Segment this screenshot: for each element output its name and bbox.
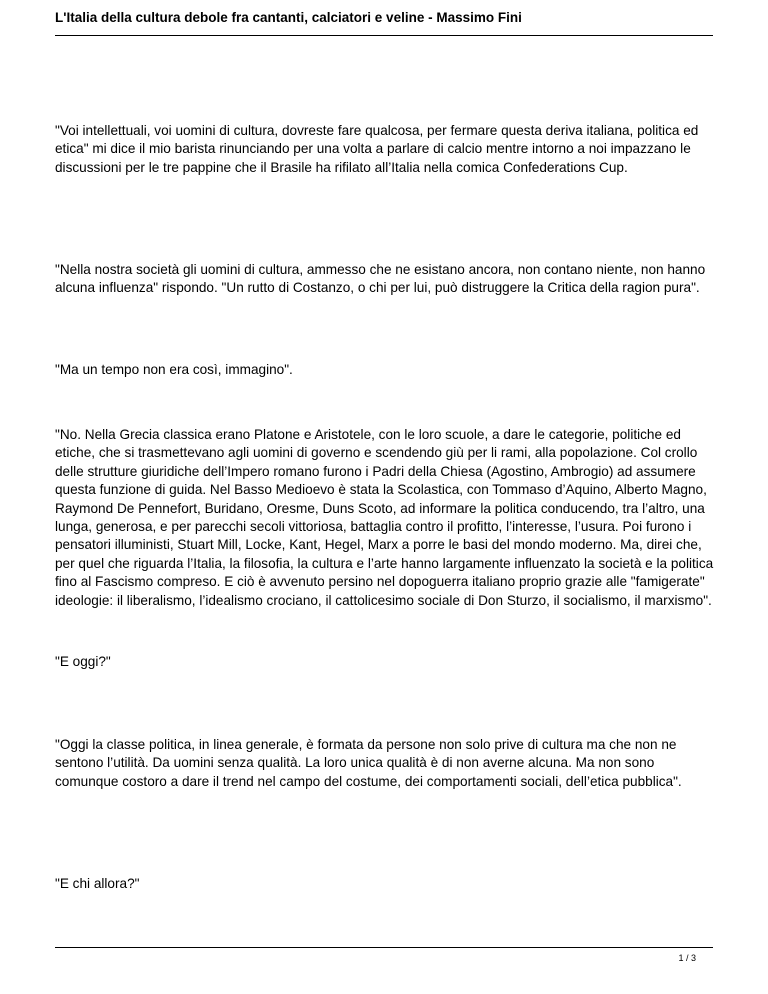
footer-divider	[55, 947, 713, 948]
paragraph: "Voi intellettuali, voi uomini di cultura, dovreste fare qualcosa, per fermare questa deriva italiana, politica ed etica" mi dice il mio barista rinunciando per una volta a parlare di calcio mentre intorno a noi impazzano le discussioni per le tre pappine che il Brasile ha rifilato all’Italia nella comica Confederations Cup.	[55, 123, 699, 175]
paragraph: "E oggi?"	[55, 654, 111, 669]
paragraph: "Nella nostra società gli uomini di cultura, ammesso che ne esistano ancora, non contano niente, non hanno alcuna influenza" rispondo. "Un rutto di Costanzo, o chi per lui, può distruggere la Critica della ragion pura".	[55, 262, 706, 296]
paragraph: "Ma un tempo non era così, immagino".	[55, 362, 293, 377]
header-divider	[55, 35, 713, 36]
page-number: 1 / 3	[678, 953, 696, 963]
paragraph: "No. Nella Grecia classica erano Platone e Aristotele, con le loro scuole, a dare le categorie, politiche ed etiche, che si trasmettevano agli uomini di governo e scendendo giù per li rami, alla popolazione. Col crollo delle strutture giuridiche dell’Impero romano furono i Padri della Chiesa (Agostino, Ambrogio) ad assumere questa funzione di guida. Nel Basso Medioevo è stata la Scolastica, con Tommaso d’Aquino, Alberto Magno, Raymond De Pennefort, Buridano, Oresme, Duns Scoto, ad informare la politica conducendo, tra l’altro, una lunga, generosa, e per parecchi secoli vittoriosa, battaglia contro il profitto, l’interesse, l’usura. Poi furono i pensatori illuministi, Stuart Mill, Locke, Kant, Hegel, Marx a porre le basi del mondo moderno. Ma, direi che, per quel che riguarda l’Italia, la filosofia, la cultura e l’arte hanno largamente influenzato la società e la politica fino al Fascismo compreso. E ciò è avvenuto persino nel dopoguerra italiano proprio grazie alle "famigerate" ideologie: il liberalismo, l’idealismo crociano, il cattolicesimo sociale di Don Sturzo, il socialismo, il marxismo".	[55, 427, 714, 608]
page-title: L'Italia della cultura debole fra cantanti, calciatori e veline - Massimo Fini	[55, 10, 522, 25]
paragraph: "Oggi la classe politica, in linea generale, è formata da persone non solo prive di cultura ma che non ne sentono l’utilità. Da uomini senza qualità. La loro unica qualità è di non averne alcuna. Ma non sono comunque costoro a dare il trend nel campo del costume, dei comportamenti sociali, dell’etica pubblica".	[55, 737, 682, 789]
paragraph: "E chi allora?"	[55, 876, 140, 891]
